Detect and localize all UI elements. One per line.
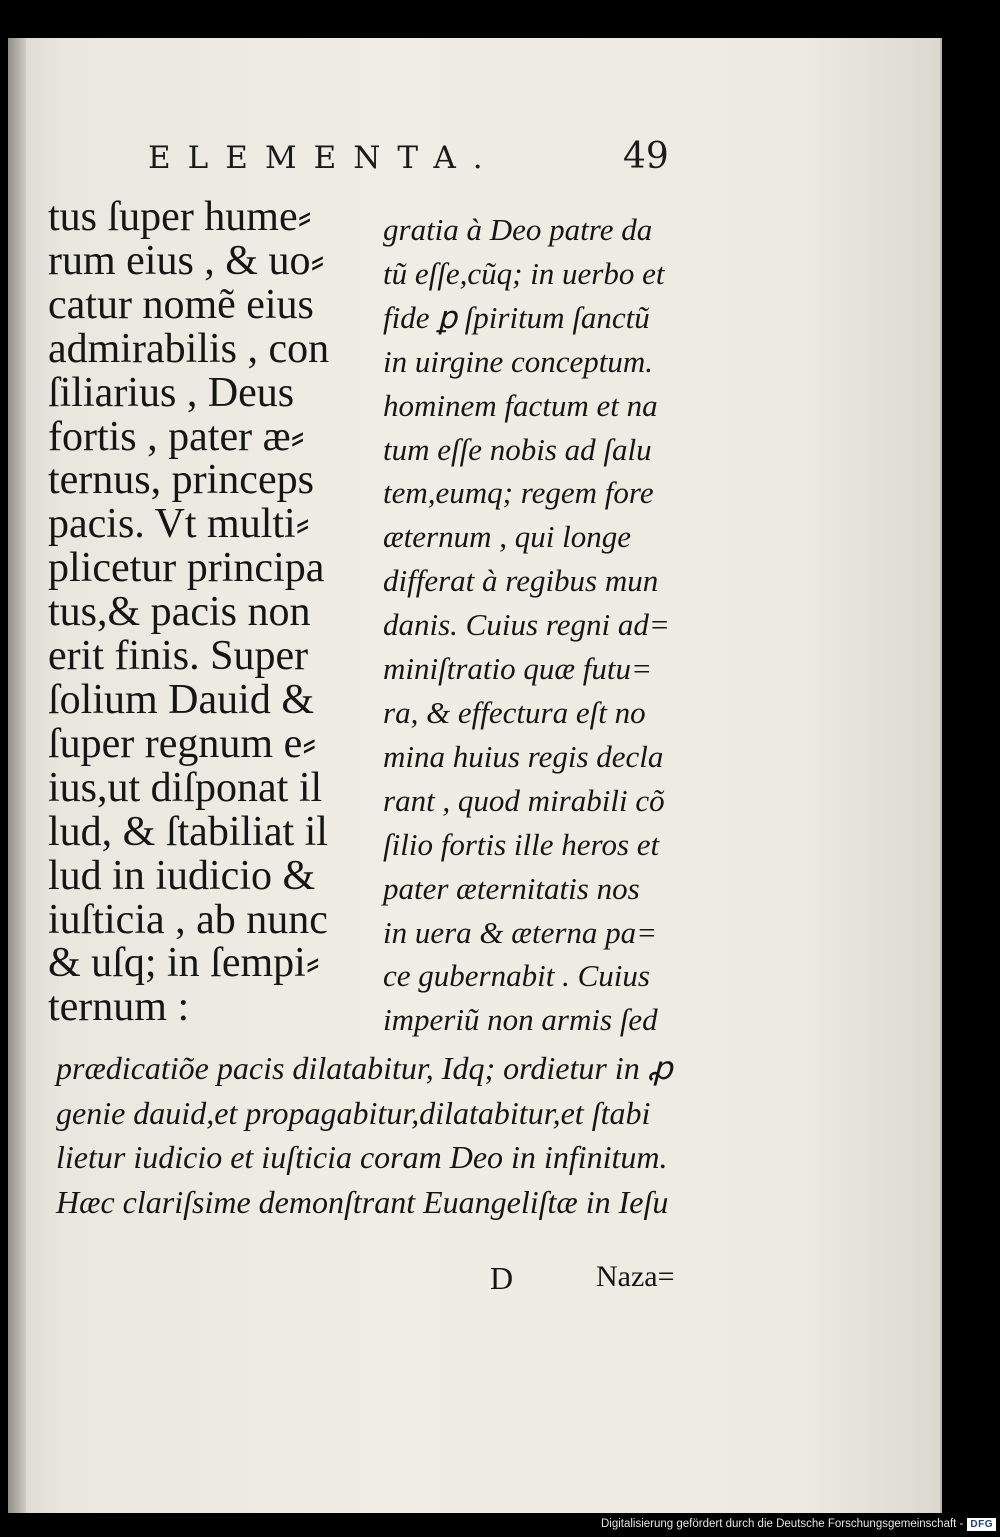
text-line: ce gubernabit . Cuius (383, 958, 650, 994)
running-head: ELEMENTA. (148, 140, 500, 176)
text-line: ſiliarius , Deus (48, 369, 295, 416)
text-line: plicetur principa (48, 545, 325, 592)
text-line: ternus, princeps (48, 457, 314, 504)
text-line: pater æternitatis nos (383, 870, 640, 906)
text-line: hominem factum et na (383, 387, 658, 423)
text-line: tus,& pacis non (48, 589, 311, 636)
text-line: catur nomẽ eius (48, 281, 314, 328)
text-line: lud, & ſtabiliat il (48, 808, 328, 855)
text-line: imperiũ non armis ſed (383, 1002, 658, 1038)
text-line: fide ꝑ ſpiritum ſanctũ (383, 299, 650, 335)
text-line: tum eſſe nobis ad ſalu (383, 431, 652, 467)
text-line: miniſtratio quæ futu= (383, 651, 652, 687)
text-line: iuſticia , ab nunc (48, 896, 328, 943)
text-line: danis. Cuius regni ad= (383, 607, 670, 643)
text-line: lud in iudicio & (48, 852, 316, 899)
text-line: in uera & æterna pa= (383, 914, 658, 950)
text-line: in uirgine conceptum. (383, 343, 654, 379)
text-line: differat à regibus mun (383, 563, 659, 599)
right-column-text (383, 208, 693, 1042)
footer-text: Digitalisierung gefördert durch die Deutsche Forschungsgemeinschaft - (600, 1518, 964, 1530)
text-line: pacis. Vt multi⸗ (48, 501, 310, 548)
text-line: ſuper regnum e⸗ (48, 720, 317, 767)
page-number: 49 (623, 136, 669, 177)
text-line: gratia à Deo patre da (383, 212, 653, 247)
text-line: mina huius regis decla (383, 738, 664, 774)
text-line: fortis , pater æ⸗ (48, 413, 305, 460)
text-line: ternum : (48, 984, 190, 1031)
text-line: rant , quod mirabili cõ (383, 782, 665, 818)
text-line: tem,eumq; regem fore (383, 475, 654, 511)
text-line: tus ſuper hume⸗ (48, 194, 312, 240)
book-page (8, 38, 942, 1513)
text-line: tũ eſſe,cũq; in uerbo et (383, 255, 665, 291)
text-line: & uſq; in ſempi⸗ (48, 940, 320, 987)
digitization-footer (601, 1514, 996, 1534)
text-line: ſolium Dauid & (48, 676, 314, 723)
text-line: lietur iudicio et iuſticia coram Deo in infinitum. (56, 1139, 668, 1175)
text-line: prædicatiõe pacis dilatabitur, Idq; ordietur in ꝓ (56, 1050, 673, 1086)
text-line: Hæc clariſsime demonſtrant Euangeliſtæ in Ieſu (56, 1183, 669, 1220)
signature-mark: D (490, 1260, 514, 1296)
text-line: ſilio fortis ille heros et (383, 826, 660, 862)
text-line: ra, & effectura eſt no (383, 694, 646, 730)
left-column-text (48, 196, 368, 1030)
catchword: Naza= (596, 1260, 675, 1293)
text-line: genie dauid,et propagabitur,dilatabitur,et ſtabi (56, 1094, 651, 1131)
text-line: rum eius , & uo⸗ (48, 237, 325, 284)
text-line: æternum , qui longe (383, 519, 631, 555)
text-line: admirabilis , con (48, 325, 330, 372)
full-width-text (56, 1046, 696, 1224)
text-line: ius,ut diſponat il (48, 764, 323, 811)
dfg-logo-icon: DFG (967, 1518, 996, 1531)
text-line: erit finis. Super (48, 633, 309, 680)
